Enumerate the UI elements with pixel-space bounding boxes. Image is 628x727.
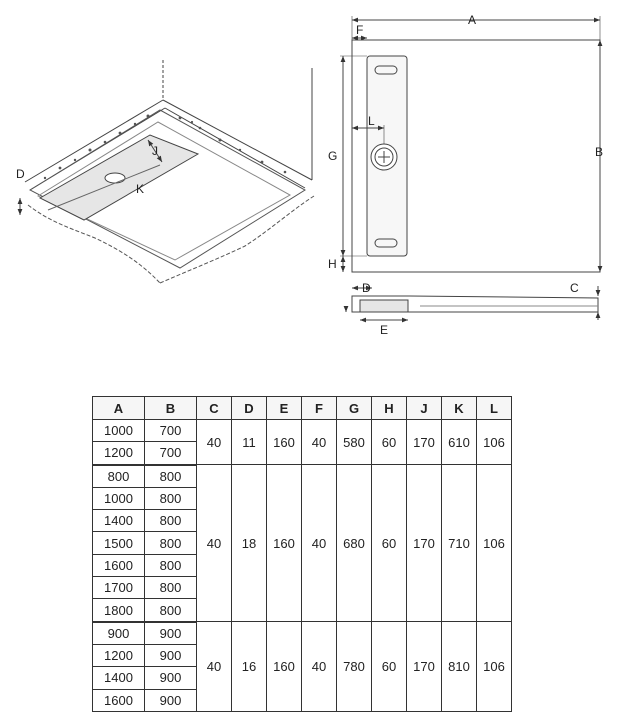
header-k: K (442, 397, 477, 420)
cell-b: 800 (145, 487, 197, 509)
cell-a: 1400 (93, 667, 145, 689)
cell-a: 1500 (93, 532, 145, 554)
table-row (93, 465, 512, 488)
cell-g: 780 (337, 622, 372, 712)
header-b: B (145, 397, 197, 420)
section-label-e: E (380, 323, 389, 337)
cell-b: 900 (145, 622, 197, 645)
cell-a: 1700 (93, 577, 145, 599)
cell-j: 170 (407, 622, 442, 712)
cell-f: 40 (302, 465, 337, 622)
plan-label-b: B (595, 145, 604, 159)
plan-label-f: F (356, 23, 364, 37)
cell-k: 810 (442, 622, 477, 712)
cell-b: 800 (145, 510, 197, 532)
cell-f: 40 (302, 622, 337, 712)
cell-b: 900 (145, 689, 197, 711)
cell-b: 900 (145, 667, 197, 689)
cell-a: 900 (93, 622, 145, 645)
perspective-view (20, 60, 314, 283)
cell-b: 900 (145, 644, 197, 666)
plan-view (340, 16, 600, 272)
cell-b: 700 (145, 442, 197, 465)
cell-a: 1200 (93, 644, 145, 666)
cell-a: 1600 (93, 689, 145, 711)
cell-b: 800 (145, 599, 197, 622)
section-view (346, 286, 598, 320)
cell-d: 16 (232, 622, 267, 712)
perspective-label-d: D (16, 167, 25, 181)
perspective-label-k: K (136, 182, 145, 196)
cell-e: 160 (267, 622, 302, 712)
cell-b: 700 (145, 420, 197, 442)
cell-a: 1600 (93, 554, 145, 576)
cell-f: 40 (302, 420, 337, 465)
header-j: J (407, 397, 442, 420)
cell-h: 60 (372, 622, 407, 712)
cell-d: 11 (232, 420, 267, 465)
header-h: H (372, 397, 407, 420)
technical-drawings (0, 0, 628, 340)
cell-a: 1200 (93, 442, 145, 465)
cell-h: 60 (372, 420, 407, 465)
cell-a: 1000 (93, 420, 145, 442)
cell-l: 106 (477, 622, 512, 712)
cell-d: 18 (232, 465, 267, 622)
plan-label-a: A (468, 13, 477, 27)
header-a: A (93, 397, 145, 420)
table-row (93, 420, 512, 442)
cell-e: 160 (267, 420, 302, 465)
header-e: E (267, 397, 302, 420)
cell-j: 170 (407, 465, 442, 622)
cell-g: 680 (337, 465, 372, 622)
cell-k: 610 (442, 420, 477, 465)
cell-b: 800 (145, 532, 197, 554)
cell-g: 580 (337, 420, 372, 465)
cell-a: 1400 (93, 510, 145, 532)
cell-a: 800 (93, 465, 145, 488)
section-label-d: D (362, 281, 371, 295)
header-d: D (232, 397, 267, 420)
plan-label-l: L (368, 114, 375, 128)
cell-c: 40 (197, 622, 232, 712)
cell-l: 106 (477, 420, 512, 465)
header-l: L (477, 397, 512, 420)
cell-k: 710 (442, 465, 477, 622)
cell-h: 60 (372, 465, 407, 622)
cell-b: 800 (145, 554, 197, 576)
cell-l: 106 (477, 465, 512, 622)
perspective-label-j: J (152, 144, 158, 158)
table-row (93, 622, 512, 645)
cell-a: 1000 (93, 487, 145, 509)
header-g: G (337, 397, 372, 420)
plan-label-h: H (328, 257, 337, 271)
dimensions-table (92, 396, 512, 712)
cell-b: 800 (145, 465, 197, 488)
cell-j: 170 (407, 420, 442, 465)
cell-c: 40 (197, 465, 232, 622)
cell-e: 160 (267, 465, 302, 622)
header-c: C (197, 397, 232, 420)
table-header-row (93, 397, 512, 420)
cell-b: 800 (145, 577, 197, 599)
section-label-c: C (570, 281, 579, 295)
cell-a: 1800 (93, 599, 145, 622)
cell-c: 40 (197, 420, 232, 465)
plan-label-g: G (328, 149, 338, 163)
header-f: F (302, 397, 337, 420)
